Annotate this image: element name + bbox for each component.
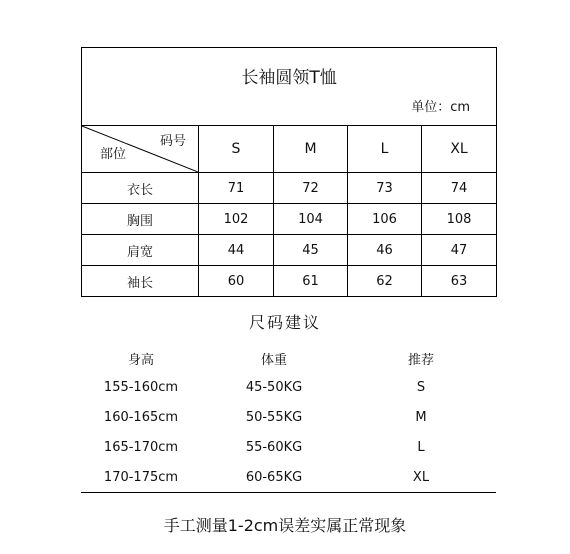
table-cell: 71 xyxy=(199,173,274,204)
weight-value: 60-65KG xyxy=(245,470,303,485)
recommend-row xyxy=(81,380,496,402)
height-value: 160-165cm xyxy=(103,410,179,425)
table-cell: 44 xyxy=(199,235,274,266)
table-cell: 72 xyxy=(274,173,348,204)
table-cell: 108 xyxy=(422,204,497,235)
recommend-size-header: 推荐 xyxy=(407,353,434,368)
corner-part-label: 部位 xyxy=(100,147,127,162)
row-label: 衣长 xyxy=(82,173,199,204)
table-cell: 62 xyxy=(348,266,422,297)
table-cell: 60 xyxy=(199,266,274,297)
table-cell: 45 xyxy=(274,235,348,266)
recommend-row xyxy=(81,470,496,492)
table-row xyxy=(82,173,497,204)
size-value: L xyxy=(417,440,425,455)
table-row xyxy=(82,204,497,235)
table-header-cell xyxy=(82,48,497,126)
recommend-row xyxy=(81,410,496,432)
measurement-note: 手工测量1-2cm误差实属正常现象 xyxy=(163,516,407,535)
size-header: L xyxy=(348,126,422,173)
table-cell: 74 xyxy=(422,173,497,204)
recommend-title: 尺码建议 xyxy=(248,313,321,332)
recommend-row xyxy=(81,440,496,462)
row-label: 袖长 xyxy=(82,266,199,297)
table-title: 长袖圆领T恤 xyxy=(241,68,337,88)
height-value: 155-160cm xyxy=(103,380,179,395)
divider xyxy=(81,492,496,493)
weight-value: 45-50KG xyxy=(245,380,303,395)
height-value: 170-175cm xyxy=(103,470,179,485)
size-value: M xyxy=(415,410,427,425)
table-cell: 104 xyxy=(274,204,348,235)
table-cell: 47 xyxy=(422,235,497,266)
weight-header: 体重 xyxy=(260,353,287,368)
table-cell: 46 xyxy=(348,235,422,266)
size-header: S xyxy=(199,126,274,173)
size-value: S xyxy=(416,380,426,395)
table-cell: 73 xyxy=(348,173,422,204)
unit-label: 单位：cm xyxy=(411,100,471,115)
corner-cell xyxy=(82,126,199,173)
corner-size-label: 码号 xyxy=(159,134,186,149)
size-value: XL xyxy=(412,470,430,485)
table-row xyxy=(82,266,497,297)
row-label: 胸围 xyxy=(82,204,199,235)
recommend-header-row xyxy=(81,349,496,371)
size-header: M xyxy=(274,126,348,173)
size-header: XL xyxy=(422,126,497,173)
weight-value: 50-55KG xyxy=(245,410,303,425)
weight-value: 55-60KG xyxy=(245,440,303,455)
table-row xyxy=(82,235,497,266)
height-value: 165-170cm xyxy=(103,440,179,455)
row-label: 肩宽 xyxy=(82,235,199,266)
height-header: 身高 xyxy=(127,353,154,368)
table-cell: 106 xyxy=(348,204,422,235)
table-cell: 102 xyxy=(199,204,274,235)
table-cell: 61 xyxy=(274,266,348,297)
size-header-row xyxy=(82,126,497,173)
table-cell: 63 xyxy=(422,266,497,297)
size-chart-table xyxy=(81,47,497,297)
